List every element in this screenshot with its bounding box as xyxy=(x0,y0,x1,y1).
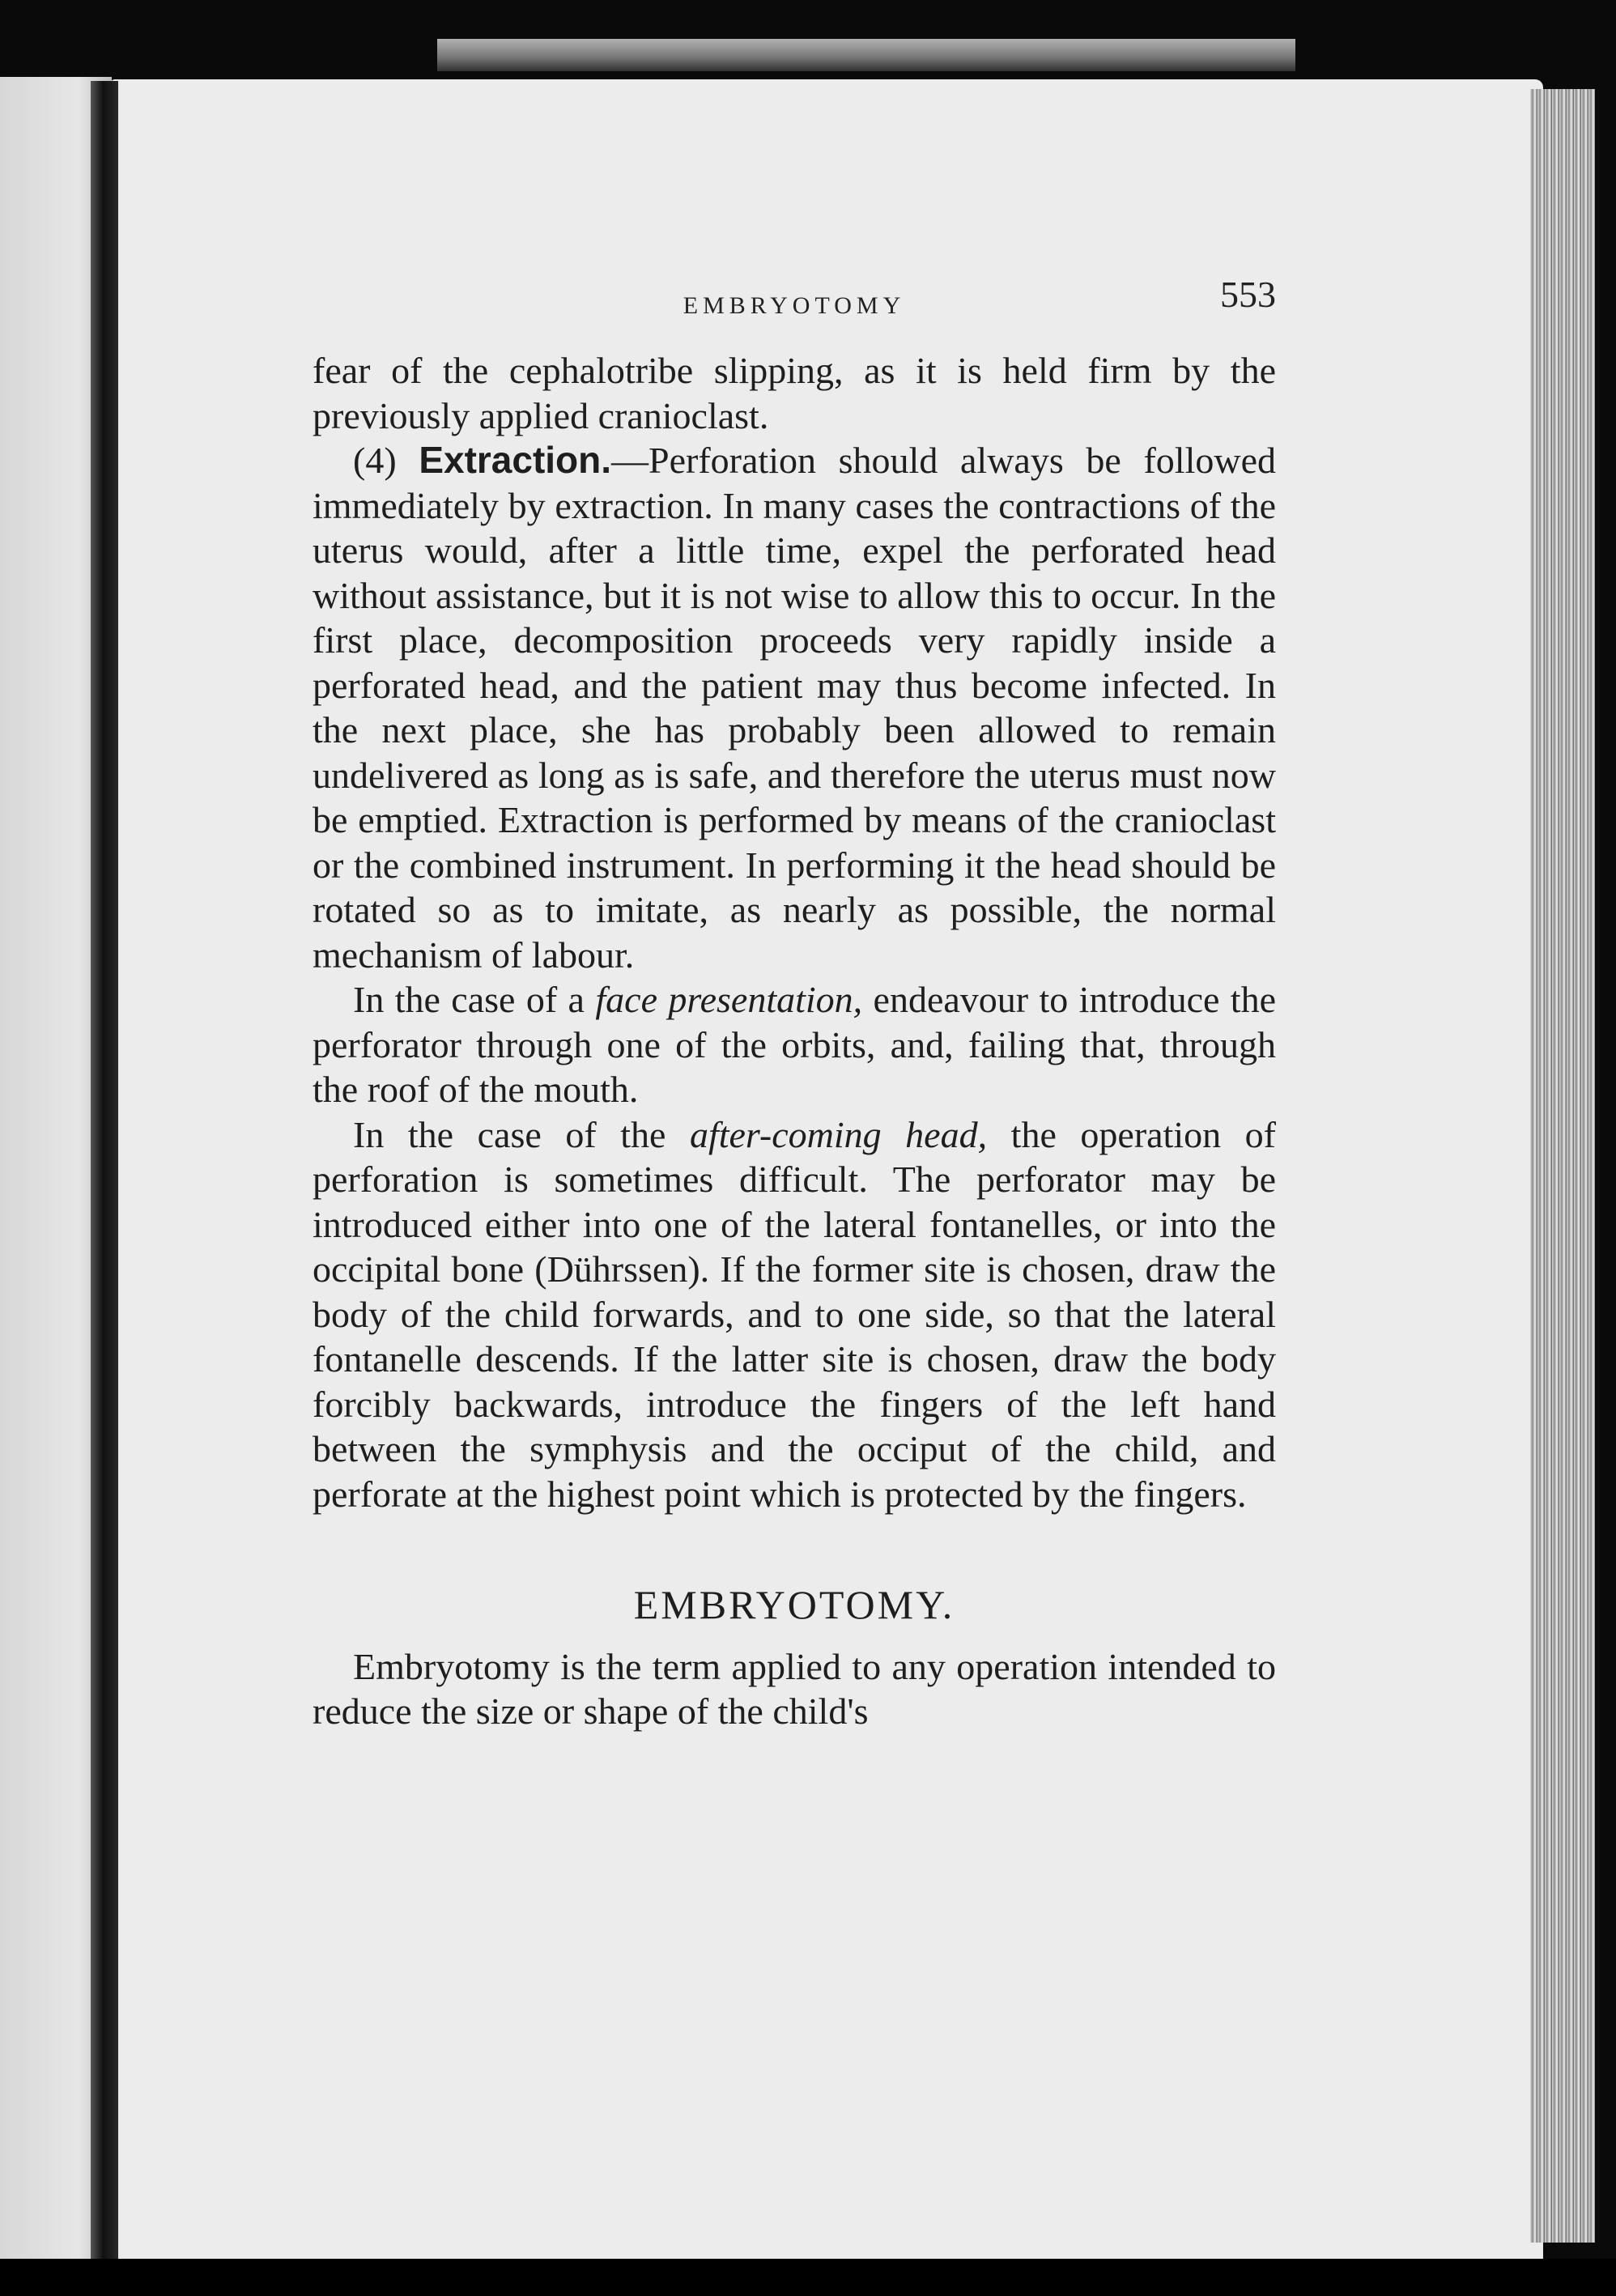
paragraph-1: fear of the cephalotribe slipping, as it is held firm by the previously applied cranioclast. xyxy=(313,350,1276,436)
extraction-text: —Perforation should always be followed immediately by extraction. In many cases the contractions of the uterus would, after a little time, expel the perforated head without assistance, but it is not wise to allow this to occur. In the first place, decomposition proceeds very rapidly inside a perforated head, and the patient may thus become infected. In the next place, she has probably been allowed to remain undelivered as long as is safe, and therefore the uterus must now be emptied. Extraction is performed by means of the cranioclast or the combined instrument. In performing it the head should be rotated so as to imitate, as nearly as possible, the normal mechanism of labour. xyxy=(313,440,1276,976)
section-heading-extraction: Extraction. xyxy=(419,439,612,481)
page-text-block xyxy=(313,274,1276,1734)
paragraph-embryotomy: Embryotomy is the term applied to any operation intended to reduce the size or shape of the child's xyxy=(313,1645,1276,1732)
section-number: (4) xyxy=(353,440,397,481)
italic-term-face-presentation: face presentation, xyxy=(595,979,863,1020)
running-head: EMBRYOTOMY xyxy=(683,292,906,319)
paragraph-extraction xyxy=(313,438,1276,977)
text-run: In the case of a xyxy=(353,979,596,1020)
page-fore-edge xyxy=(1530,89,1595,2243)
section-title-embryotomy: EMBRYOTOMY. xyxy=(633,1582,955,1627)
italic-term-after-coming-head: after-coming head, xyxy=(689,1113,988,1155)
page-number: 553 xyxy=(1220,274,1276,315)
text-run: the operation of perforation is sometimes difficult. The perforator may be introduced either into one of the lateral fontanelles, or into the occipital bone (Dührssen). If the former site is chosen, draw the body of the child forwards, and to one side, so that the lateral fontanelle descends. If the latter site is chosen, draw the body forcibly backwards, introduce the fingers of the left hand between the symphysis and the occiput of the child, and perforate at the highest point which is protected by the fingers. xyxy=(313,1113,1276,1515)
book-gutter xyxy=(91,81,118,2259)
scan-top-strip xyxy=(437,39,1295,71)
paragraph-face-presentation xyxy=(313,977,1276,1112)
paragraph-after-coming-head xyxy=(313,1112,1276,1517)
text-run: endeavour to introduce the perforator through one of the orbits, and, failing that, through the roof of the mouth. xyxy=(313,979,1276,1110)
scan-bottom-shadow xyxy=(0,2259,1616,2296)
text-run: In the case of the xyxy=(353,1113,690,1155)
page-header xyxy=(313,274,1276,348)
